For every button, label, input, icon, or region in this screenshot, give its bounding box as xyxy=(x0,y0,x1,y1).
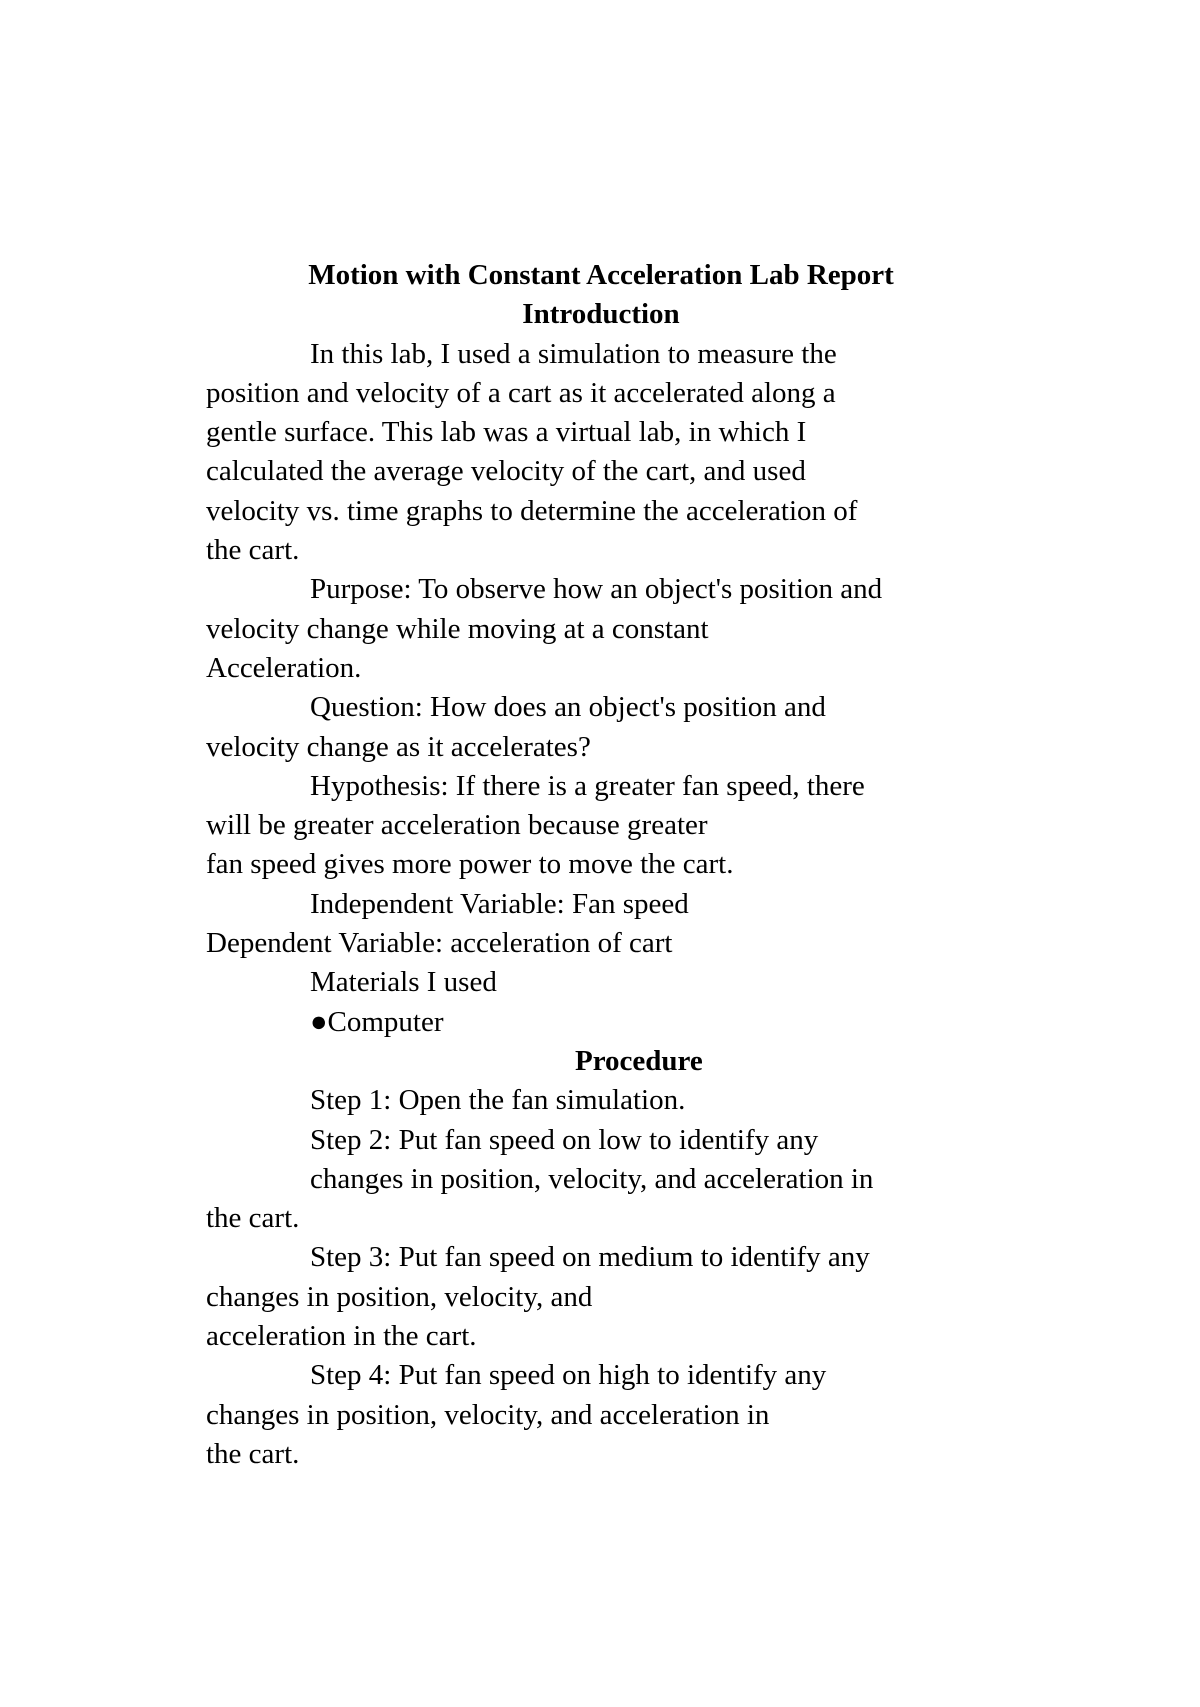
materials-item: ●Computer xyxy=(310,1005,444,1038)
materials-heading: Materials I used xyxy=(310,966,497,999)
step-line: the cart. xyxy=(206,1202,300,1235)
hypothesis-paragraph xyxy=(206,767,996,885)
purpose-line: Purpose: To observe how an object's position and xyxy=(310,573,883,606)
purpose-line: velocity change while moving at a constant xyxy=(206,612,709,645)
step-line: acceleration in the cart. xyxy=(206,1320,477,1353)
intro-line: gentle surface. This lab was a virtual lab, in which I xyxy=(206,416,807,449)
introduction-heading: Introduction xyxy=(522,298,680,331)
question-line: velocity change as it accelerates? xyxy=(206,730,591,763)
procedure-step-4 xyxy=(206,1356,996,1474)
introduction-paragraph xyxy=(206,335,996,571)
step-line: Step 4: Put fan speed on high to identify any xyxy=(310,1359,827,1392)
step-line: changes in position, velocity, and acceleration in xyxy=(310,1162,874,1195)
intro-line: the cart. xyxy=(206,534,300,567)
dependent-variable: Dependent Variable: acceleration of cart xyxy=(206,927,673,960)
intro-line: In this lab, I used a simulation to measure the xyxy=(310,337,837,370)
intro-line: calculated the average velocity of the cart, and used xyxy=(206,455,806,488)
step-line: changes in position, velocity, and acceleration in xyxy=(206,1398,770,1431)
document-page xyxy=(206,256,996,1474)
step-line: changes in position, velocity, and xyxy=(206,1280,593,1313)
hypothesis-line: fan speed gives more power to move the cart. xyxy=(206,848,734,881)
intro-line: velocity vs. time graphs to determine the acceleration of xyxy=(206,494,858,527)
intro-line: position and velocity of a cart as it accelerated along a xyxy=(206,376,836,409)
procedure-step-2 xyxy=(206,1121,996,1239)
hypothesis-line: will be greater acceleration because greater xyxy=(206,809,708,842)
purpose-line: Acceleration. xyxy=(206,651,362,684)
question-paragraph xyxy=(206,688,996,767)
independent-variable: Independent Variable: Fan speed xyxy=(310,887,689,920)
step-line: Step 2: Put fan speed on low to identify any xyxy=(310,1123,819,1156)
procedure-step-3 xyxy=(206,1238,996,1356)
hypothesis-line: Hypothesis: If there is a greater fan speed, there xyxy=(310,769,865,802)
purpose-paragraph xyxy=(206,570,996,688)
step-line: Step 3: Put fan speed on medium to identify any xyxy=(310,1241,870,1274)
document-title: Motion with Constant Acceleration Lab Report xyxy=(308,259,894,291)
procedure-heading: Procedure xyxy=(575,1044,703,1077)
procedure-step-1: Step 1: Open the fan simulation. xyxy=(310,1084,686,1117)
question-line: Question: How does an object's position and xyxy=(310,691,826,724)
step-line: the cart. xyxy=(206,1437,300,1470)
